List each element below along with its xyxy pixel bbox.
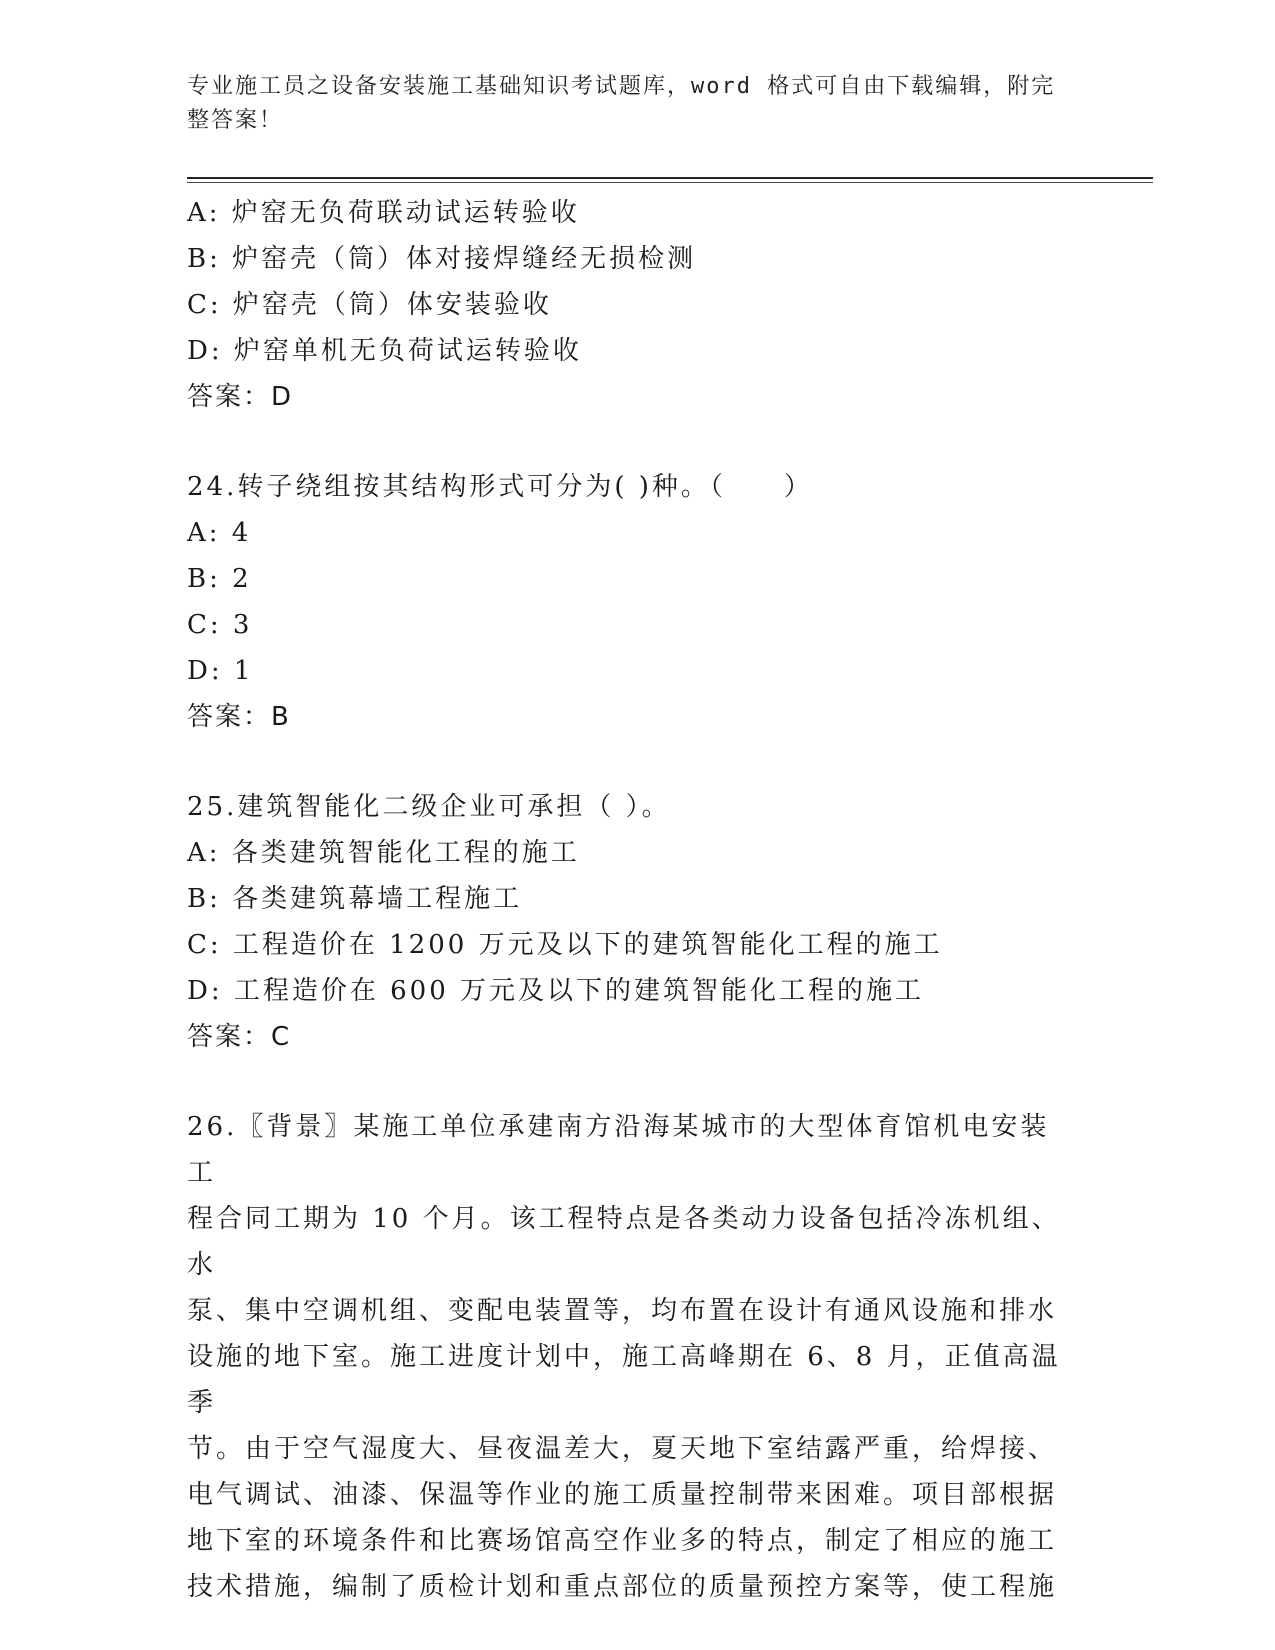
option-a: A: 4 <box>187 518 252 548</box>
question-24 <box>187 464 1067 740</box>
answer-line: 答案：D <box>187 382 294 412</box>
paragraph-line: 设施的地下室。施工进度计划中，施工高峰期在 6、8 月，正值高温季 <box>187 1342 1061 1418</box>
question-text: 25.建筑智能化二级企业可承担（ ）。 <box>187 792 671 822</box>
option-c: C: 工程造价在 1200 万元及以下的建筑智能化工程的施工 <box>187 930 943 960</box>
document-body <box>187 190 1067 1610</box>
question-23 <box>187 190 1067 420</box>
option-d: D: 工程造价在 600 万元及以下的建筑智能化工程的施工 <box>187 976 925 1006</box>
option-b: B: 2 <box>187 564 252 594</box>
header-line-2: 整答案！ <box>187 108 284 133</box>
paragraph-line: 地下室的环境条件和比赛场馆高空作业多的特点，制定了相应的施工 <box>187 1526 1058 1556</box>
option-b: B: 各类建筑幕墙工程施工 <box>187 884 523 914</box>
paragraph-line: 节。由于空气湿度大、昼夜温差大，夏天地下室结露严重，给焊接、 <box>187 1434 1058 1464</box>
document-header <box>187 70 1067 138</box>
question-26 <box>187 1104 1067 1610</box>
paragraph-line: 电气调试、油漆、保温等作业的施工质量控制带来困难。项目部根据 <box>187 1480 1058 1510</box>
answer-line: 答案：B <box>187 702 291 732</box>
option-c: C: 炉窑壳（筒）体安装验收 <box>187 290 552 320</box>
header-rule-thick <box>187 177 1153 179</box>
spacer <box>187 1060 1067 1104</box>
question-25 <box>187 784 1067 1060</box>
header-line-1: 专业施工员之设备安装施工基础知识考试题库，word 格式可自由下载编辑，附完 <box>187 74 1056 99</box>
spacer <box>187 740 1067 784</box>
question-text: 24.转子绕组按其结构形式可分为( )种。（ ） <box>187 472 813 502</box>
option-b: B: 炉窑壳（筒）体对接焊缝经无损检测 <box>187 244 697 274</box>
paragraph-line: 技术措施，编制了质检计划和重点部位的质量预控方案等，使工程施 <box>187 1572 1058 1602</box>
header-rule-thin <box>187 182 1153 183</box>
option-c: C: 3 <box>187 610 253 640</box>
option-a: A: 炉窑无负荷联动试运转验收 <box>187 198 580 228</box>
paragraph-line: 程合同工期为 10 个月。该工程特点是各类动力设备包括冷冻机组、水 <box>187 1204 1061 1280</box>
option-d: D: 1 <box>187 656 254 686</box>
option-d: D: 炉窑单机无负荷试运转验收 <box>187 336 582 366</box>
paragraph-line: 泵、集中空调机组、变配电装置等，均布置在设计有通风设施和排水 <box>187 1296 1058 1326</box>
paragraph-line: 26.〖背景〗某施工单位承建南方沿海某城市的大型体育馆机电安装工 <box>187 1112 1050 1188</box>
answer-line: 答案：C <box>187 1022 292 1052</box>
option-a: A: 各类建筑智能化工程的施工 <box>187 838 580 868</box>
spacer <box>187 420 1067 464</box>
